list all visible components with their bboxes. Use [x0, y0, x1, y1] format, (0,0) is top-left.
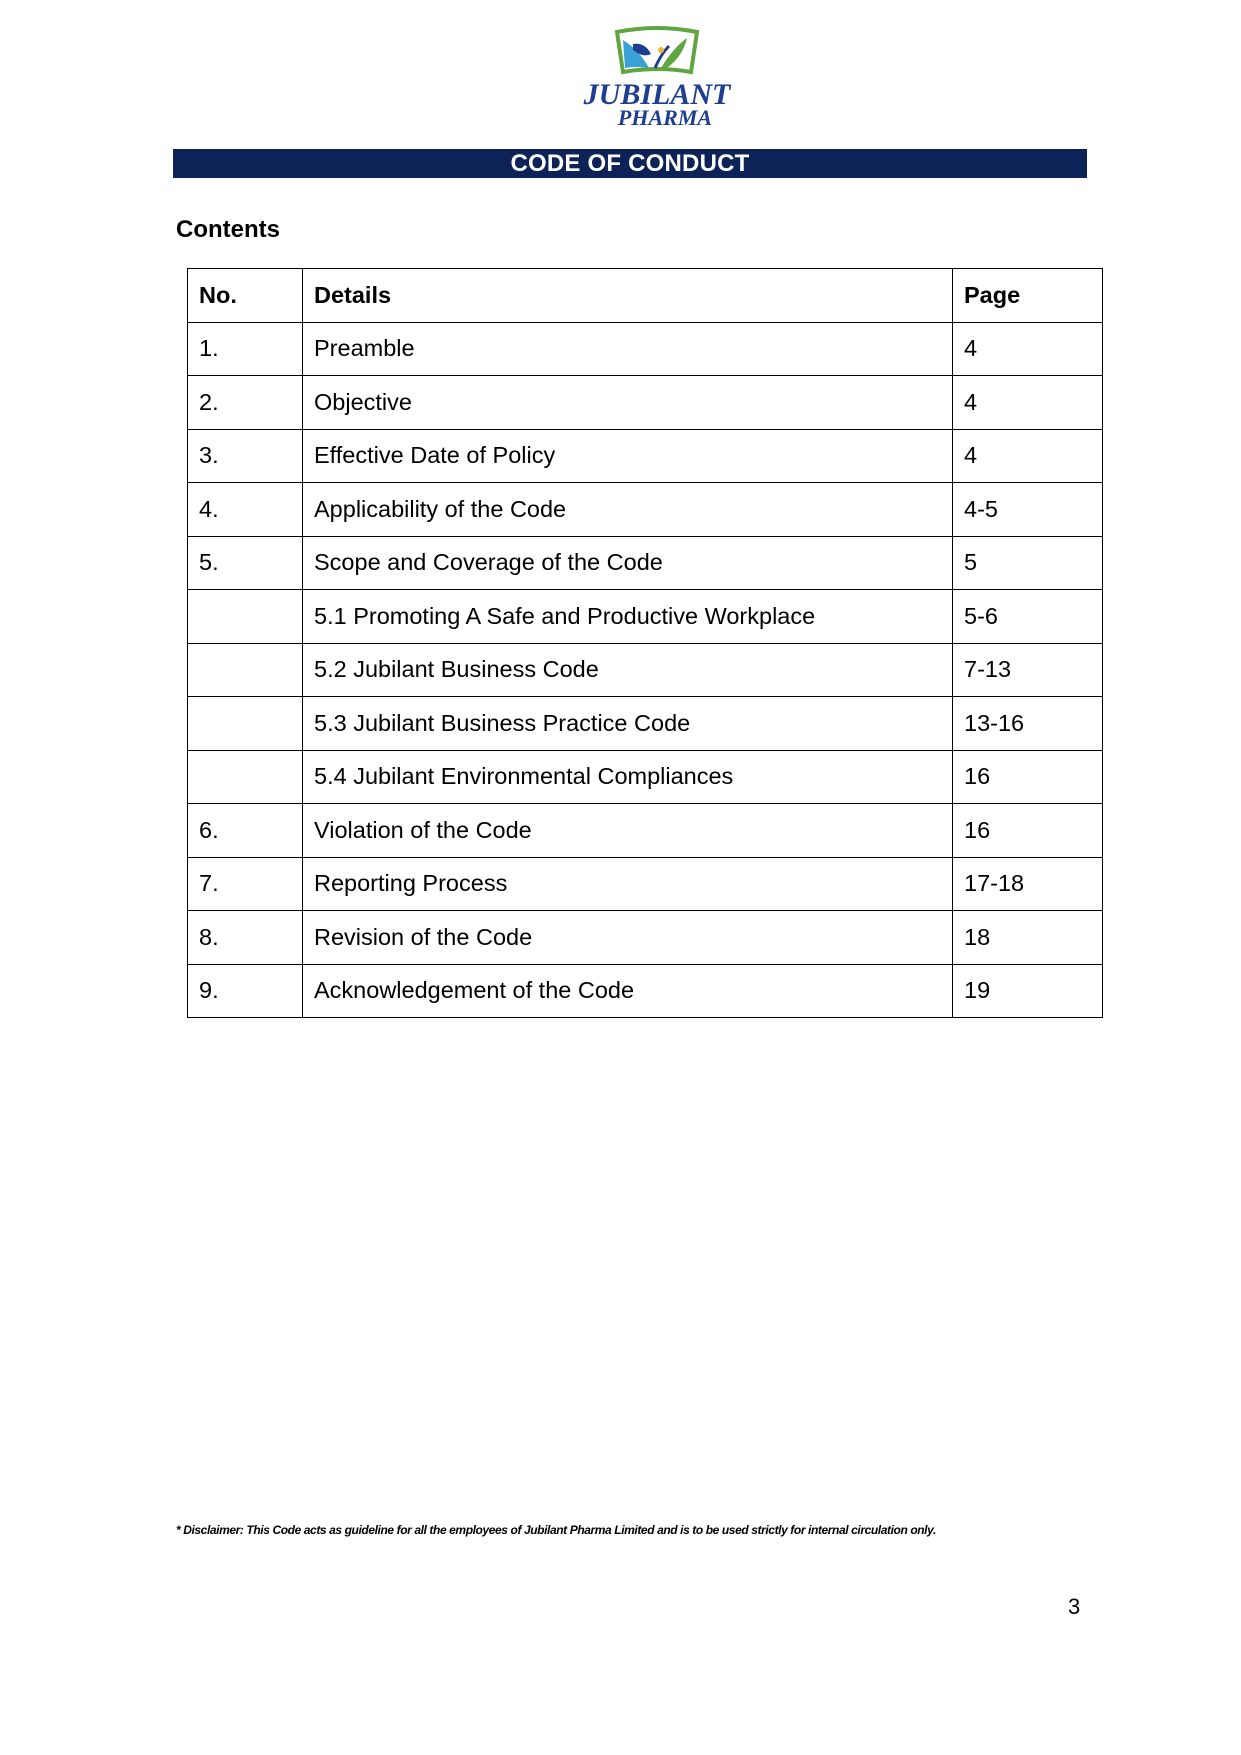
- row-page: 17-18: [953, 857, 1103, 911]
- row-details: 5.4 Jubilant Environmental Compliances: [303, 750, 953, 804]
- logo-text-line2: PHARMA: [617, 105, 713, 130]
- row-details: Preamble: [303, 322, 953, 376]
- table-row: [188, 429, 1103, 483]
- row-number: 7.: [188, 857, 303, 911]
- row-number: 9.: [188, 964, 303, 1018]
- table-row: [188, 590, 1103, 644]
- row-number: [188, 590, 303, 644]
- column-header-details: Details: [303, 269, 953, 323]
- row-page: 16: [953, 804, 1103, 858]
- row-page: 18: [953, 911, 1103, 965]
- jubilant-pharma-logo: [575, 10, 740, 135]
- row-number: 3.: [188, 429, 303, 483]
- row-details: Applicability of the Code: [303, 483, 953, 537]
- row-page: 5-6: [953, 590, 1103, 644]
- row-page: 5: [953, 536, 1103, 590]
- row-details: Objective: [303, 376, 953, 430]
- row-page: 4: [953, 429, 1103, 483]
- row-details: Scope and Coverage of the Code: [303, 536, 953, 590]
- row-number: 2.: [188, 376, 303, 430]
- table-row: [188, 536, 1103, 590]
- table-row: [188, 483, 1103, 537]
- row-number: 5.: [188, 536, 303, 590]
- row-details: Effective Date of Policy: [303, 429, 953, 483]
- table-row: [188, 697, 1103, 751]
- row-page: 4: [953, 322, 1103, 376]
- table-row: [188, 964, 1103, 1018]
- table-row: [188, 376, 1103, 430]
- logo-text-line1: JUBILANT: [583, 78, 731, 111]
- row-page: 19: [953, 964, 1103, 1018]
- row-details: Violation of the Code: [303, 804, 953, 858]
- row-details: 5.1 Promoting A Safe and Productive Workplace: [303, 590, 953, 644]
- row-details: Reporting Process: [303, 857, 953, 911]
- table-row: [188, 750, 1103, 804]
- row-number: 4.: [188, 483, 303, 537]
- table-header-row: [188, 269, 1103, 323]
- table-row: [188, 857, 1103, 911]
- row-details: Revision of the Code: [303, 911, 953, 965]
- table-row: [188, 643, 1103, 697]
- row-page: 13-16: [953, 697, 1103, 751]
- row-number: [188, 643, 303, 697]
- row-number: 8.: [188, 911, 303, 965]
- table-row: [188, 322, 1103, 376]
- disclaimer-note: * Disclaimer: This Code acts as guideline for all the employees of Jubilant Pharma Limited and is to be used strictly for internal circulation only.: [176, 1523, 936, 1537]
- logo-graphic: [575, 10, 740, 135]
- row-details: Acknowledgement of the Code: [303, 964, 953, 1018]
- row-details: 5.2 Jubilant Business Code: [303, 643, 953, 697]
- column-header-no: No.: [188, 269, 303, 323]
- row-page: 4-5: [953, 483, 1103, 537]
- contents-table: [187, 268, 1103, 1018]
- page-number: 3: [1068, 1594, 1081, 1619]
- row-page: 4: [953, 376, 1103, 430]
- row-number: [188, 750, 303, 804]
- row-page: 16: [953, 750, 1103, 804]
- row-page: 7-13: [953, 643, 1103, 697]
- row-number: 6.: [188, 804, 303, 858]
- column-header-page: Page: [953, 269, 1103, 323]
- table-row: [188, 804, 1103, 858]
- row-number: [188, 697, 303, 751]
- row-number: 1.: [188, 322, 303, 376]
- table-row: [188, 911, 1103, 965]
- document-title-bar: CODE OF CONDUCT: [173, 149, 1087, 178]
- contents-heading: Contents: [176, 216, 280, 243]
- row-details: 5.3 Jubilant Business Practice Code: [303, 697, 953, 751]
